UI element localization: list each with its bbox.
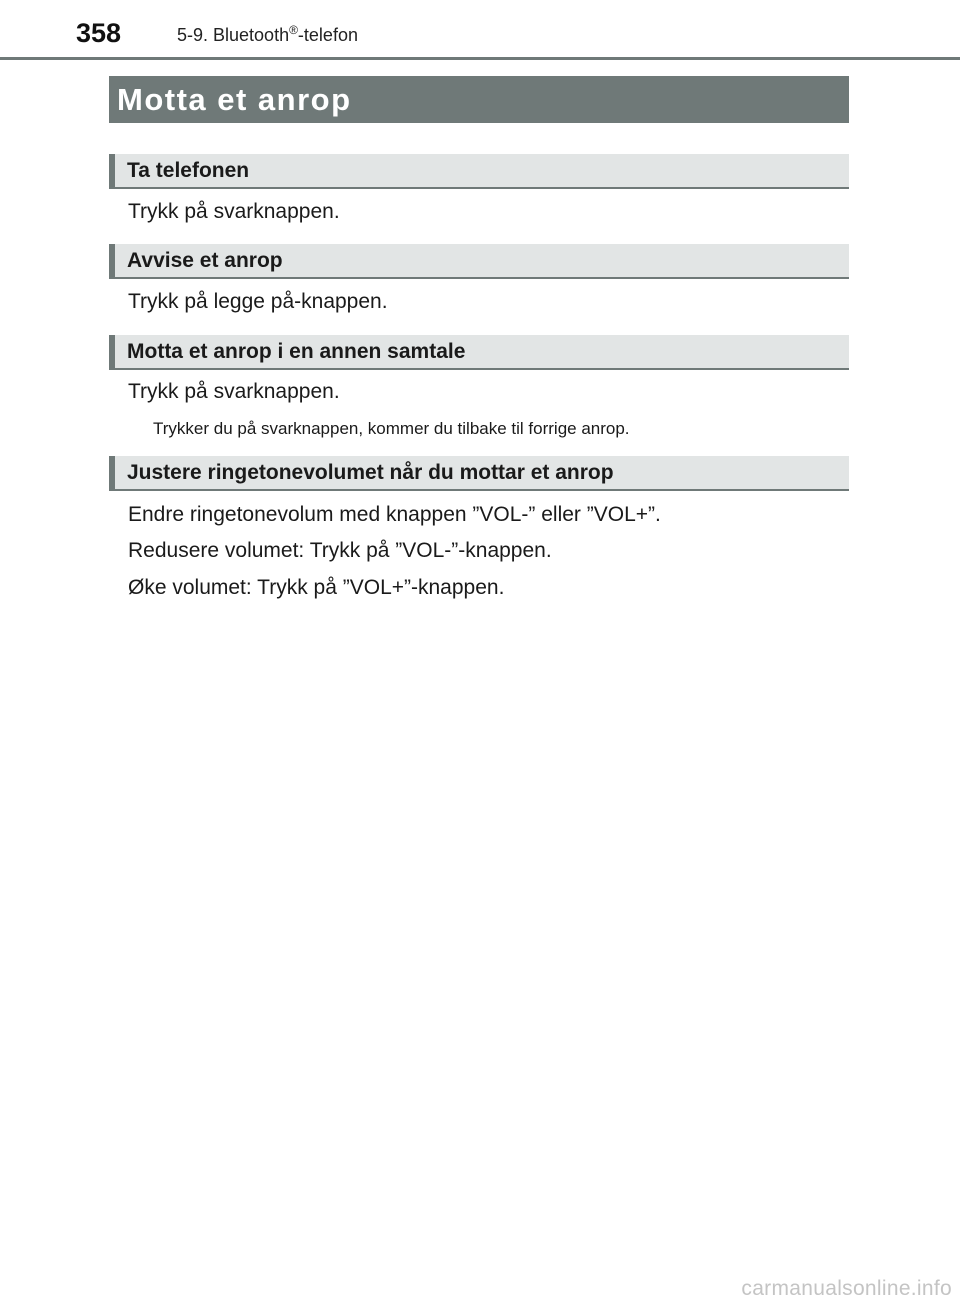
page-number: 358	[76, 18, 122, 48]
paragraph: Redusere volumet: Trykk på ”VOL-”-knappen.	[128, 539, 552, 562]
subheading-label: Justere ringetonevolumet når du mottar et anrop	[127, 461, 614, 484]
watermark: carmanualsonline.info	[741, 1277, 952, 1300]
subheading-accent	[109, 154, 115, 189]
section-prefix: 5-9. Bluetooth	[177, 25, 290, 45]
subheading-answer	[109, 154, 849, 189]
paragraph: Endre ringetonevolum med knappen ”VOL-” eller ”VOL+”.	[128, 503, 661, 526]
note: Trykker du på svarknappen, kommer du tilbake til forrige anrop.	[153, 419, 630, 438]
subheading-label: Motta et anrop i en annen samtale	[127, 340, 466, 363]
subheading-call-waiting	[109, 335, 849, 370]
paragraph: Trykk på svarknappen.	[128, 380, 340, 403]
section-suffix: -telefon	[297, 25, 358, 45]
subheading-label: Avvise et anrop	[127, 249, 283, 272]
subheading-reject	[109, 244, 849, 279]
page-title: Motta et anrop	[117, 82, 352, 117]
subheading-label: Ta telefonen	[127, 159, 250, 182]
subheading-accent	[109, 456, 115, 491]
registered-mark: ®	[289, 23, 298, 37]
subheading-ringtone-volume	[109, 456, 849, 491]
paragraph: Trykk på svarknappen.	[128, 200, 340, 223]
title-bar	[109, 76, 849, 123]
paragraph: Trykk på legge på-knappen.	[128, 290, 388, 313]
paragraph: Øke volumet: Trykk på ”VOL+”-knappen.	[128, 576, 505, 599]
section-path	[177, 25, 358, 46]
subheading-accent	[109, 335, 115, 370]
subheading-accent	[109, 244, 115, 279]
header-rule	[0, 57, 960, 60]
